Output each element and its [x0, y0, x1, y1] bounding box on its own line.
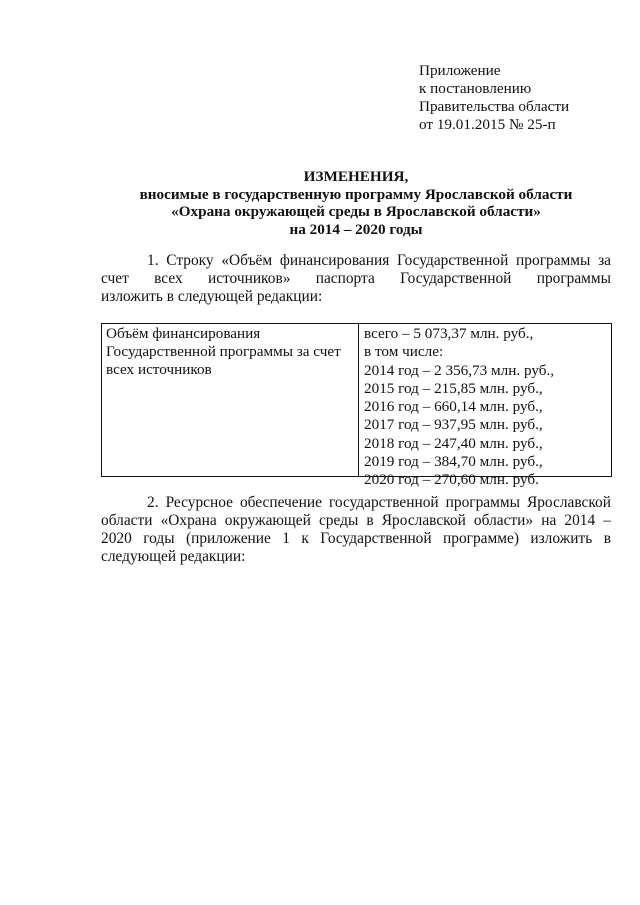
paragraph-line: счет всех источников» паспорта Государственной программы: [101, 270, 611, 287]
paragraph-line: области «Охрана окружающей среды в Ярославской области» на 2014 –: [101, 512, 611, 529]
financing-year-2019: 2019 год – 384,70 млн. руб.,: [364, 453, 543, 471]
appendix-line: к постановлению: [419, 80, 532, 97]
financing-label-cell: [102, 324, 359, 476]
paragraph-line: 2020 годы (приложение 1 к Государственной программе) изложить в: [101, 530, 611, 547]
heading-line: вносимые в государственную программу Ярославской области: [139, 185, 573, 203]
paragraph-line: следующей редакции:: [101, 548, 246, 565]
appendix-line: от 19.01.2015 № 25-п: [419, 116, 556, 133]
paragraph-line: изложить в следующей редакции:: [101, 288, 323, 305]
heading-line: «Охрана окружающей среды в Ярославской области»: [171, 203, 541, 220]
financing-year-2016: 2016 год – 660,14 млн. руб.,: [364, 398, 543, 416]
financing-label-line: всех источников: [106, 361, 212, 378]
financing-year-2017: 2017 год – 937,95 млн. руб.,: [364, 416, 543, 434]
financing-year-2020: 2020 год – 270,60 млн. руб.: [364, 471, 539, 489]
financing-including: в том числе:: [364, 343, 444, 361]
financing-table: [101, 323, 612, 489]
financing-values-cell: [359, 324, 611, 489]
financing-label-line: Государственной программы за счет: [106, 343, 341, 360]
financing-label-line: Объём финансирования: [106, 325, 261, 342]
appendix-line: Правительства области: [419, 98, 570, 115]
appendix-reference: [419, 62, 569, 134]
document-heading: [101, 168, 611, 238]
paragraph-1: [101, 252, 611, 306]
heading-title: ИЗМЕНЕНИЯ,: [303, 168, 409, 185]
paragraph-line: 1. Строку «Объём финансирования Государственной программы за: [147, 252, 611, 269]
financing-year-2014: 2014 год – 2 356,73 млн. руб.,: [364, 361, 555, 379]
financing-total: всего – 5 073,37 млн. руб.,: [364, 325, 534, 342]
financing-year-2015: 2015 год – 215,85 млн. руб.,: [364, 379, 543, 397]
paragraph-2: [101, 494, 611, 566]
financing-year-2018: 2018 год – 247,40 млн. руб.,: [364, 434, 543, 452]
paragraph-line: 2. Ресурсное обеспечение государственной программы Ярославской: [147, 494, 611, 511]
heading-line: на 2014 – 2020 годы: [289, 220, 423, 238]
appendix-line: Приложение: [419, 62, 501, 79]
